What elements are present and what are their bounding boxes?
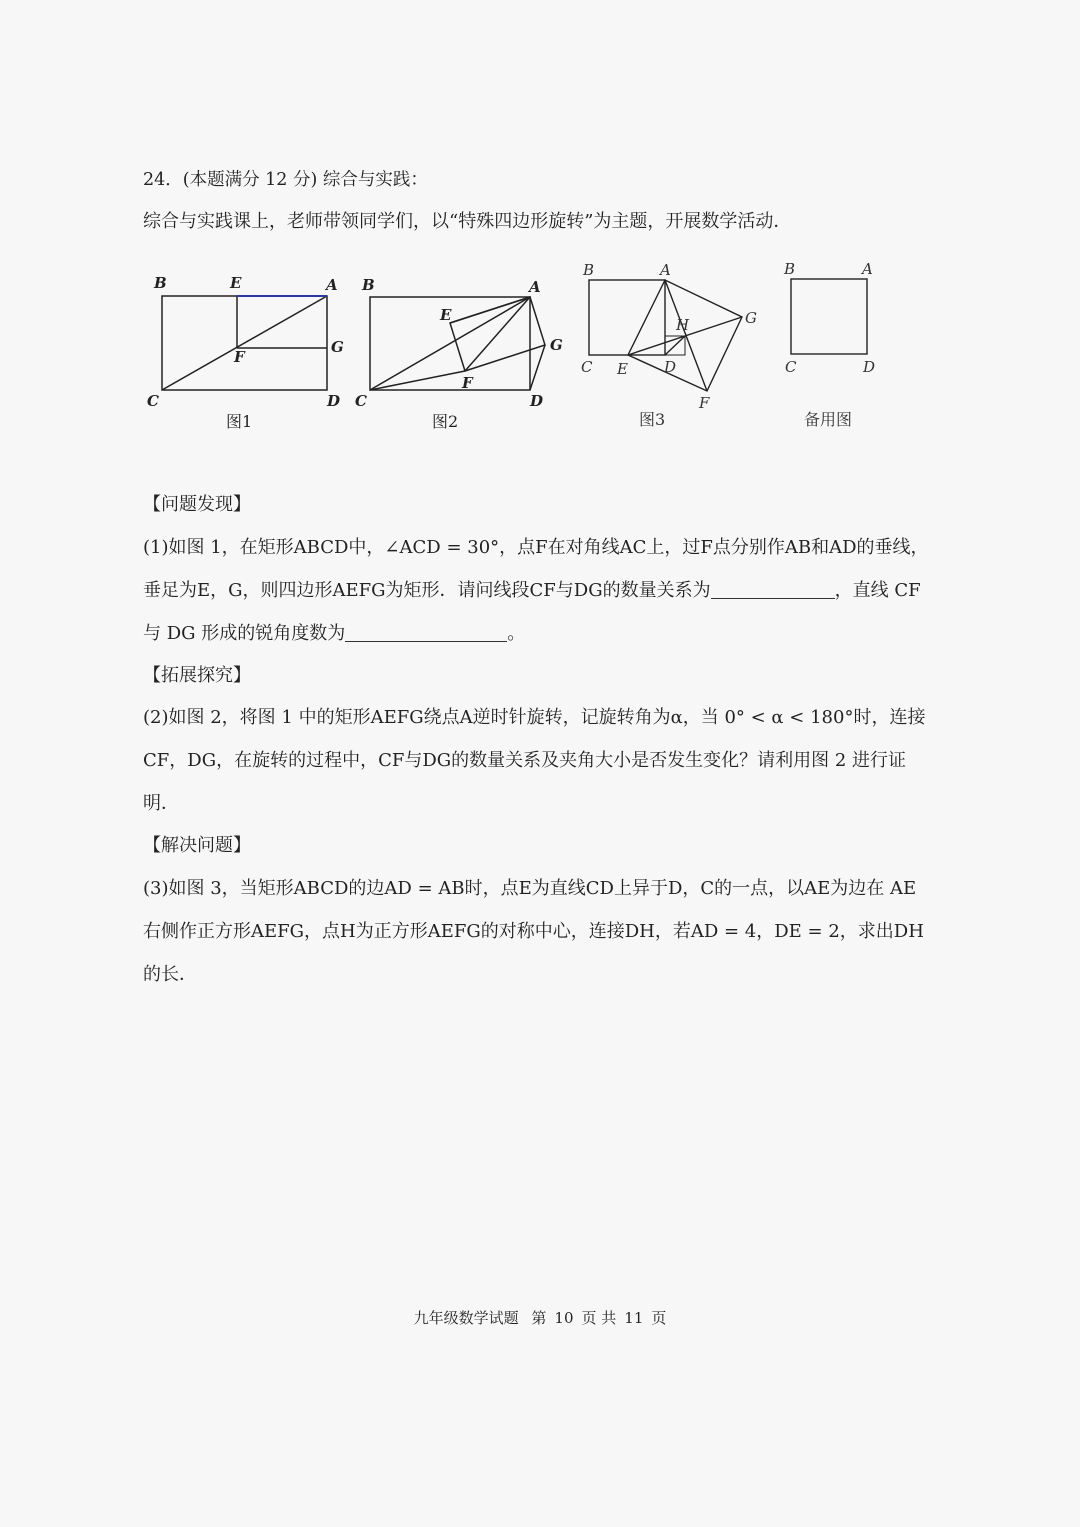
spare-label-A: A [862,260,873,278]
footer-page-total: 11 [624,1309,644,1327]
footer-exam-title: 九年级数学试题 [413,1309,519,1327]
part1-line3 [143,622,933,646]
footer-page-prefix: 第 [531,1309,547,1327]
part3-line2: 右侧作正方形AEFG，点H为正方形AEFG的对称中心，连接DH，若AD = 4，DE = 2，求出DH [143,921,924,942]
part2-line3: 明． [143,793,179,814]
part1-title: 【问题发现】 [143,494,251,515]
question-intro: 综合与实践课上，老师带领同学们，以“特殊四边形旋转”为主题，开展数学活动． [143,211,792,232]
fig2-label-A: A [529,278,541,296]
spare-caption: 备用图 [804,410,853,429]
fig1-label-D: D [327,392,341,410]
part1-line2-text-a: 垂足为E，G，则四边形AEFG为矩形．请问线段CF与DG的数量关系为 [143,580,711,601]
figures-row [0,250,1080,440]
part2-title: 【拓展探究】 [143,665,251,686]
figure-1-labels [147,274,344,431]
page-footer [0,1308,1080,1328]
footer-page-suffix: 页 [651,1309,667,1327]
fig1-label-A: A [326,276,338,294]
fig1-caption: 图1 [226,412,253,431]
spare-figure-labels [783,260,875,429]
fig3-label-H: H [676,316,690,334]
part3-line3: 的长． [143,964,197,985]
fig1-label-F: F [234,348,245,366]
fig2-label-B: B [362,276,375,294]
fig2-label-E: E [440,306,452,324]
question-header: 24．(本题满分 12 分) 综合与实践： [143,170,428,190]
spare-label-D: D [863,358,876,376]
part1-line2 [143,579,933,603]
fig2-label-C: C [355,392,367,410]
part1-line3-text-b: 。 [507,623,526,644]
fig1-label-G: G [331,338,344,356]
figure-1 [162,296,327,390]
figure-2 [370,297,545,390]
fig3-label-C: C [581,358,593,376]
answer-blank-2[interactable] [345,623,507,642]
fig3-label-E: E [617,360,628,378]
fig2-label-G: G [550,336,563,354]
footer-page-number: 10 [554,1309,574,1327]
fig2-caption: 图2 [432,412,459,431]
fig2-label-D: D [530,392,544,410]
figure-3-labels [581,261,757,429]
fig3-label-D: D [664,358,677,376]
fig3-label-F: F [699,394,710,412]
part1-line2-text-b: ，直线 CF [834,580,921,601]
part1-line3-text-a: 与 DG 形成的锐角度数为 [143,623,346,644]
fig1-label-B: B [154,274,167,292]
footer-page-mid: 页 共 [581,1309,617,1327]
part3-title: 【解决问题】 [143,835,251,856]
fig3-label-B: B [583,261,595,279]
fig1-label-E: E [230,274,242,292]
fig3-caption: 图3 [639,410,666,429]
part3-line1: (3)如图 3，当矩形ABCD的边AD = AB时，点E为直线CD上异于D，C的一点，以AE为边在 AE [143,878,917,899]
fig2-label-F: F [462,374,473,392]
part2-line2: CF，DG，在旋转的过程中，CF与DG的数量关系及夹角大小是否发生变化？请利用图 2 进行证 [143,750,907,771]
spare-label-B: B [784,260,796,278]
fig1-label-C: C [147,392,159,410]
spare-label-C: C [785,358,797,376]
fig3-label-A: A [660,261,671,279]
spare-figure [791,279,867,354]
answer-blank-1[interactable] [711,580,835,599]
part1-line1: (1)如图 1，在矩形ABCD中，∠ACD = 30°，点F在对角线AC上，过F点分别作AB和AD的垂线， [143,537,929,558]
part2-line1: (2)如图 2，将图 1 中的矩形AEFG绕点A逆时针旋转，记旋转角为α，当 0° < α < 180°时，连接 [143,707,926,728]
fig3-label-G: G [745,309,757,327]
